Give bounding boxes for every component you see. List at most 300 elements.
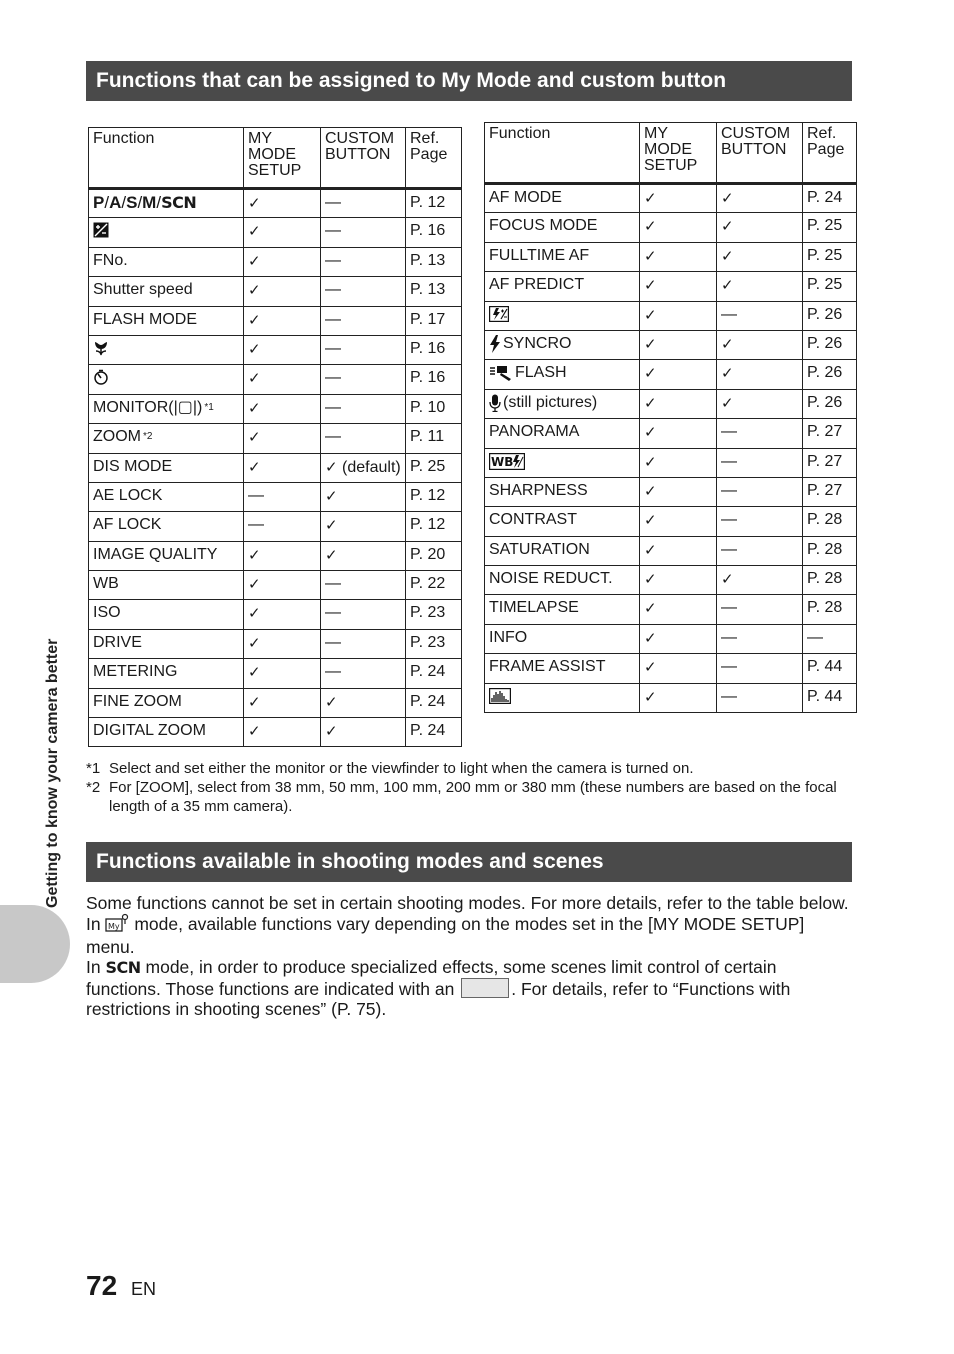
table-row [89, 394, 462, 423]
my-mode-cell [244, 306, 321, 335]
function-label: NOISE REDUCT. [489, 570, 613, 588]
function-cell [89, 718, 244, 747]
checkmark-icon [644, 365, 657, 382]
function-cell [485, 242, 640, 271]
dash-mark [325, 634, 341, 651]
my-mode-cell [640, 419, 717, 448]
table-row [89, 453, 462, 482]
function-cell [89, 247, 244, 276]
footnote-mark: *1 [86, 760, 101, 777]
ref-page-cell: P. 12 [406, 482, 462, 511]
my-mode-cell [244, 571, 321, 600]
function-cell [485, 624, 640, 653]
function-label: AF MODE [489, 189, 562, 206]
my-mode-cell [244, 482, 321, 511]
custom-button-cell [717, 448, 803, 477]
my-mode-cell [640, 566, 717, 595]
table-row [485, 477, 857, 506]
custom-button-cell [321, 600, 406, 629]
ref-page-cell: P. 24 [406, 688, 462, 717]
my-mode-cell [244, 247, 321, 276]
table-row [89, 306, 462, 335]
my-mode-cell [244, 424, 321, 453]
my-mode-cell [640, 301, 717, 330]
ref-page-cell: P. 17 [406, 306, 462, 335]
custom-button-cell [717, 595, 803, 624]
custom-button-cell [717, 330, 803, 359]
checkmark-icon [721, 218, 734, 235]
table-row [89, 247, 462, 276]
table-row [485, 595, 857, 624]
custom-button-cell [717, 683, 803, 712]
my-mode-cell [244, 335, 321, 364]
checkmark-icon [644, 336, 657, 353]
chapter-label: Getting to know your camera better [44, 638, 61, 908]
ref-page-cell: P. 26 [803, 389, 857, 418]
custom-button-cell [717, 272, 803, 301]
function-label: TIMELAPSE [489, 599, 579, 617]
checkmark-icon [721, 365, 734, 382]
function-cell: ZOOM *2 [89, 424, 244, 453]
exposure-compensation-icon [93, 222, 109, 238]
checkmark-icon [644, 395, 657, 412]
table-row [89, 688, 462, 717]
ref-page-cell: P. 10 [406, 394, 462, 423]
ref-page-cell: P. 12 [406, 189, 462, 218]
function-label: FOCUS MODE [489, 217, 598, 235]
ref-page-cell: P. 25 [406, 453, 462, 482]
custom-button-cell [321, 571, 406, 600]
header-my-mode-setup: MY MODE SETUP [640, 123, 717, 184]
function-cell [485, 301, 640, 330]
my-mode-cell [244, 629, 321, 658]
table-row [485, 184, 857, 213]
table-row [485, 330, 857, 359]
table-row [89, 365, 462, 394]
dash-mark [721, 306, 737, 323]
dash-mark [325, 369, 341, 386]
function-label: FRAME ASSIST [489, 658, 606, 676]
microphone-icon [489, 394, 501, 412]
self-timer-icon [93, 369, 109, 385]
custom-button-cell [717, 389, 803, 418]
dash-mark [721, 511, 737, 528]
right-function-table [484, 122, 857, 713]
checkmark-icon [325, 459, 338, 476]
checkmark-icon [644, 630, 657, 647]
function-label: SYNCRO [503, 334, 572, 352]
dash-mark [721, 453, 737, 470]
dash-mark [325, 311, 341, 328]
function-cell [89, 335, 244, 364]
function-label: CONTRAST [489, 511, 577, 529]
checkmark-icon [644, 248, 657, 265]
my-mode-cell [244, 600, 321, 629]
function-cell [485, 360, 640, 389]
ref-page-cell: — [803, 624, 857, 653]
external-flash-icon [489, 365, 513, 381]
function-label: AF LOCK [93, 516, 162, 534]
section-title-shooting-modes: Functions available in shooting modes and scenes [86, 842, 852, 882]
wb-flash-icon [489, 453, 525, 470]
checkmark-icon [325, 488, 338, 505]
custom-button-cell [717, 654, 803, 683]
section-title-my-mode: Functions that can be assigned to My Mode and custom button [86, 61, 852, 101]
function-cell [485, 330, 640, 359]
my-mode-cell [244, 277, 321, 306]
footnote-2 [86, 778, 866, 818]
function-label: IMAGE QUALITY [93, 545, 218, 563]
function-cell [485, 389, 640, 418]
function-label: DRIVE [93, 633, 142, 651]
dash-mark [325, 428, 341, 445]
function-cell [485, 477, 640, 506]
my-mode-cell [244, 659, 321, 688]
paragraph-my-mode [86, 893, 856, 957]
table-row [89, 718, 462, 747]
svg-text:WB: WB [491, 454, 514, 469]
ref-page-cell: P. 25 [803, 272, 857, 301]
table-row [89, 277, 462, 306]
table-row [89, 600, 462, 629]
scn-mode-icon: SCN [105, 958, 141, 977]
my-mode-cell [640, 242, 717, 271]
custom-button-cell [717, 566, 803, 595]
function-label: Shutter speed [93, 281, 193, 299]
ref-page-cell: P. 44 [803, 654, 857, 683]
checkmark-icon [325, 517, 338, 534]
function-label: FLASH [515, 364, 567, 382]
ref-page-cell: P. 13 [406, 277, 462, 306]
custom-button-cell [321, 277, 406, 306]
table-row [485, 301, 857, 330]
ref-page-cell: P. 26 [803, 301, 857, 330]
checkmark-icon [644, 454, 657, 471]
my-mode-cell [640, 654, 717, 683]
custom-button-cell [321, 659, 406, 688]
function-cell [89, 189, 244, 218]
my-mode-cell [640, 448, 717, 477]
my-mode-cell [640, 536, 717, 565]
function-cell [89, 365, 244, 394]
dash-mark [248, 516, 264, 533]
my-mode-cell [640, 389, 717, 418]
my-mode-cell [244, 394, 321, 423]
my-mode-cell [244, 718, 321, 747]
function-label: SATURATION [489, 540, 590, 558]
paragraph-text: Some functions cannot be set in certain shooting modes. For more details, refer to the table below. In [86, 893, 849, 934]
function-label: METERING [93, 663, 178, 681]
table-row [485, 419, 857, 448]
function-label: ISO [93, 604, 121, 622]
checkmark-icon [248, 341, 261, 358]
paragraph-text: In [86, 957, 101, 977]
dash-mark [325, 604, 341, 621]
function-cell [485, 566, 640, 595]
table-row [89, 218, 462, 247]
checkmark-icon [644, 600, 657, 617]
custom-button-cell [321, 247, 406, 276]
custom-button-cell [717, 184, 803, 213]
ref-page-cell: P. 16 [406, 335, 462, 364]
flash-bolt-icon [489, 335, 501, 353]
dash-mark [325, 281, 341, 298]
my-mode-cell [244, 512, 321, 541]
function-cell [485, 654, 640, 683]
function-cell [485, 184, 640, 213]
dash-mark [325, 399, 341, 416]
ref-page-cell: P. 16 [406, 365, 462, 394]
custom-button-cell [321, 512, 406, 541]
function-cell [89, 600, 244, 629]
function-label: AE LOCK [93, 486, 163, 504]
left-function-table [88, 127, 462, 747]
chapter-tab [0, 905, 70, 983]
my-mode-cell [244, 541, 321, 570]
custom-button-cell [717, 536, 803, 565]
header-custom-button: CUSTOM BUTTON [321, 128, 406, 189]
table-row [485, 683, 857, 712]
custom-button-cell [321, 218, 406, 247]
function-cell [89, 453, 244, 482]
table-row [485, 448, 857, 477]
checkmark-icon [644, 542, 657, 559]
checkmark-icon [248, 253, 261, 270]
checkmark-icon [248, 547, 261, 564]
svg-text:My: My [108, 922, 121, 931]
ref-page-cell: P. 23 [406, 629, 462, 658]
table-row [485, 507, 857, 536]
dash-mark [325, 222, 341, 239]
ref-page-cell: P. 22 [406, 571, 462, 600]
function-cell: MONITOR(|▢|) *1 [89, 394, 244, 423]
checkmark-icon [248, 370, 261, 387]
checkmark-icon [248, 223, 261, 240]
custom-button-cell [321, 541, 406, 570]
paragraph-text: mode, in order to produce specialized effects, some scenes limit control of certain functions. Those functions are indicated with an [86, 957, 777, 999]
ref-page-cell: P. 24 [406, 718, 462, 747]
footnote-text: For [ZOOM], select from 38 mm, 50 mm, 100 mm, 200 mm or 380 mm (these numbers are based on the focal length of a 35 mm camera). [109, 779, 837, 815]
custom-button-cell [321, 453, 406, 482]
custom-button-cell [321, 424, 406, 453]
checkmark-icon [325, 723, 338, 740]
checkmark-icon [721, 248, 734, 265]
checkmark-icon [325, 547, 338, 564]
function-label: FLASH MODE [93, 310, 198, 328]
custom-button-cell [321, 306, 406, 335]
checkmark-icon [644, 512, 657, 529]
table-row [485, 360, 857, 389]
dash-mark [721, 629, 737, 646]
ref-page-cell: P. 12 [406, 512, 462, 541]
table-row [485, 242, 857, 271]
paragraph-text: mode, available functions vary depending on the modes set in the [MY MODE SETUP] menu. [86, 914, 805, 957]
dash-mark [721, 423, 737, 440]
checkmark-icon [644, 218, 657, 235]
table-row [485, 272, 857, 301]
intro-text [86, 893, 856, 1019]
dash-mark [721, 688, 737, 705]
macro-flower-icon [93, 340, 109, 356]
function-label: SHARPNESS [489, 481, 588, 499]
function-label: DIGITAL ZOOM [93, 722, 206, 740]
histogram-icon [489, 688, 511, 704]
checkmark-icon [644, 483, 657, 500]
custom-button-cell [321, 718, 406, 747]
function-label: WB [93, 575, 119, 593]
ref-page-cell: P. 44 [803, 683, 857, 712]
function-cell [485, 272, 640, 301]
custom-button-cell [717, 242, 803, 271]
shooting-modes-icon: P/A/S/M/SCN [93, 193, 197, 212]
checkmark-icon [644, 689, 657, 706]
ref-page-cell: P. 28 [803, 536, 857, 565]
custom-button-cell [321, 335, 406, 364]
footnote-mark: *2 [86, 779, 101, 796]
checkmark-icon [248, 694, 261, 711]
dash-mark [325, 194, 341, 211]
my-mode-cell [244, 189, 321, 218]
function-cell [89, 277, 244, 306]
checkmark-icon [721, 571, 734, 588]
function-cell [89, 482, 244, 511]
ref-page-cell: P. 25 [803, 242, 857, 271]
function-cell [89, 218, 244, 247]
function-cell [485, 448, 640, 477]
checkmark-icon [721, 336, 734, 353]
ref-page-cell: P. 23 [406, 600, 462, 629]
ref-page-cell: P. 11 [406, 424, 462, 453]
checkmark-icon [325, 694, 338, 711]
table-row [89, 571, 462, 600]
my-mode-cell [244, 688, 321, 717]
checkmark-icon [248, 429, 261, 446]
function-label: PANORAMA [489, 423, 580, 441]
table-row [485, 654, 857, 683]
page-language: EN [131, 1279, 157, 1299]
checkmark-icon [721, 277, 734, 294]
custom-button-cell [321, 365, 406, 394]
custom-button-cell [717, 419, 803, 448]
custom-button-cell [321, 394, 406, 423]
my-mode-cell [640, 624, 717, 653]
checkmark-icon [248, 195, 261, 212]
function-cell [485, 536, 640, 565]
ref-page-cell: P. 27 [803, 477, 857, 506]
ref-page-cell: P. 20 [406, 541, 462, 570]
checkmark-icon [721, 395, 734, 412]
function-label: MONITOR(|▢|) [93, 398, 203, 416]
header-my-mode-setup: MY MODE SETUP [244, 128, 321, 189]
table-row [89, 512, 462, 541]
function-cell [485, 213, 640, 242]
table-row [485, 624, 857, 653]
table-row [89, 335, 462, 364]
function-cell [485, 595, 640, 624]
my-mode-icon [105, 913, 129, 937]
function-cell [89, 541, 244, 570]
my-mode-cell [244, 365, 321, 394]
checkmark-icon [721, 190, 734, 207]
highlight-sample-box [461, 978, 509, 998]
footnote-text: Select and set either the monitor or the viewfinder to light when the camera is turned on. [109, 760, 694, 777]
function-label: FNo. [93, 251, 128, 269]
custom-button-cell [717, 477, 803, 506]
dash-mark [325, 252, 341, 269]
function-cell [485, 419, 640, 448]
table-row [89, 189, 462, 218]
my-mode-cell [244, 453, 321, 482]
dash-mark [721, 541, 737, 558]
my-mode-cell [640, 595, 717, 624]
custom-button-cell [321, 629, 406, 658]
my-mode-cell [640, 507, 717, 536]
function-cell [89, 571, 244, 600]
function-cell [89, 688, 244, 717]
checkmark-icon [248, 282, 261, 299]
my-mode-cell [640, 272, 717, 301]
function-label: AF PREDICT [489, 276, 585, 294]
custom-button-cell [321, 688, 406, 717]
function-label: INFO [489, 628, 528, 646]
my-mode-cell [640, 360, 717, 389]
custom-button-cell [717, 624, 803, 653]
ref-page-cell: P. 27 [803, 448, 857, 477]
dash-mark [325, 340, 341, 357]
custom-button-cell [717, 301, 803, 330]
function-label: FINE ZOOM [93, 692, 182, 710]
table-row [89, 659, 462, 688]
checkmark-icon [248, 576, 261, 593]
my-mode-cell [640, 213, 717, 242]
header-function: Function [89, 128, 244, 189]
checkmark-icon [644, 571, 657, 588]
default-note: (default) [337, 458, 401, 476]
table-row [485, 389, 857, 418]
table-row [485, 566, 857, 595]
custom-button-cell [321, 189, 406, 218]
function-label: DIS MODE [93, 457, 173, 475]
function-label: (still pictures) [503, 393, 598, 411]
custom-button-cell [717, 360, 803, 389]
checkmark-icon [248, 605, 261, 622]
ref-page-cell: P. 28 [803, 566, 857, 595]
dash-mark [325, 575, 341, 592]
my-mode-cell [244, 218, 321, 247]
ref-page-cell: P. 24 [406, 659, 462, 688]
checkmark-icon [644, 277, 657, 294]
ref-page-cell: P. 26 [803, 360, 857, 389]
table-row [89, 482, 462, 511]
ref-page-cell: P. 28 [803, 507, 857, 536]
function-cell [89, 306, 244, 335]
checkmark-icon [248, 664, 261, 681]
header-ref-page: Ref. Page [803, 123, 857, 184]
function-cell [89, 659, 244, 688]
ref-page-cell: P. 27 [803, 419, 857, 448]
custom-button-cell [717, 507, 803, 536]
function-cell [89, 512, 244, 541]
ref-page-cell: P. 13 [406, 247, 462, 276]
dash-mark [248, 487, 264, 504]
ref-page-cell: P. 26 [803, 330, 857, 359]
custom-button-cell [717, 213, 803, 242]
dash-mark [721, 599, 737, 616]
checkmark-icon [248, 400, 261, 417]
paragraph-scn [86, 957, 856, 1019]
my-mode-cell [640, 330, 717, 359]
checkmark-icon [248, 459, 261, 476]
